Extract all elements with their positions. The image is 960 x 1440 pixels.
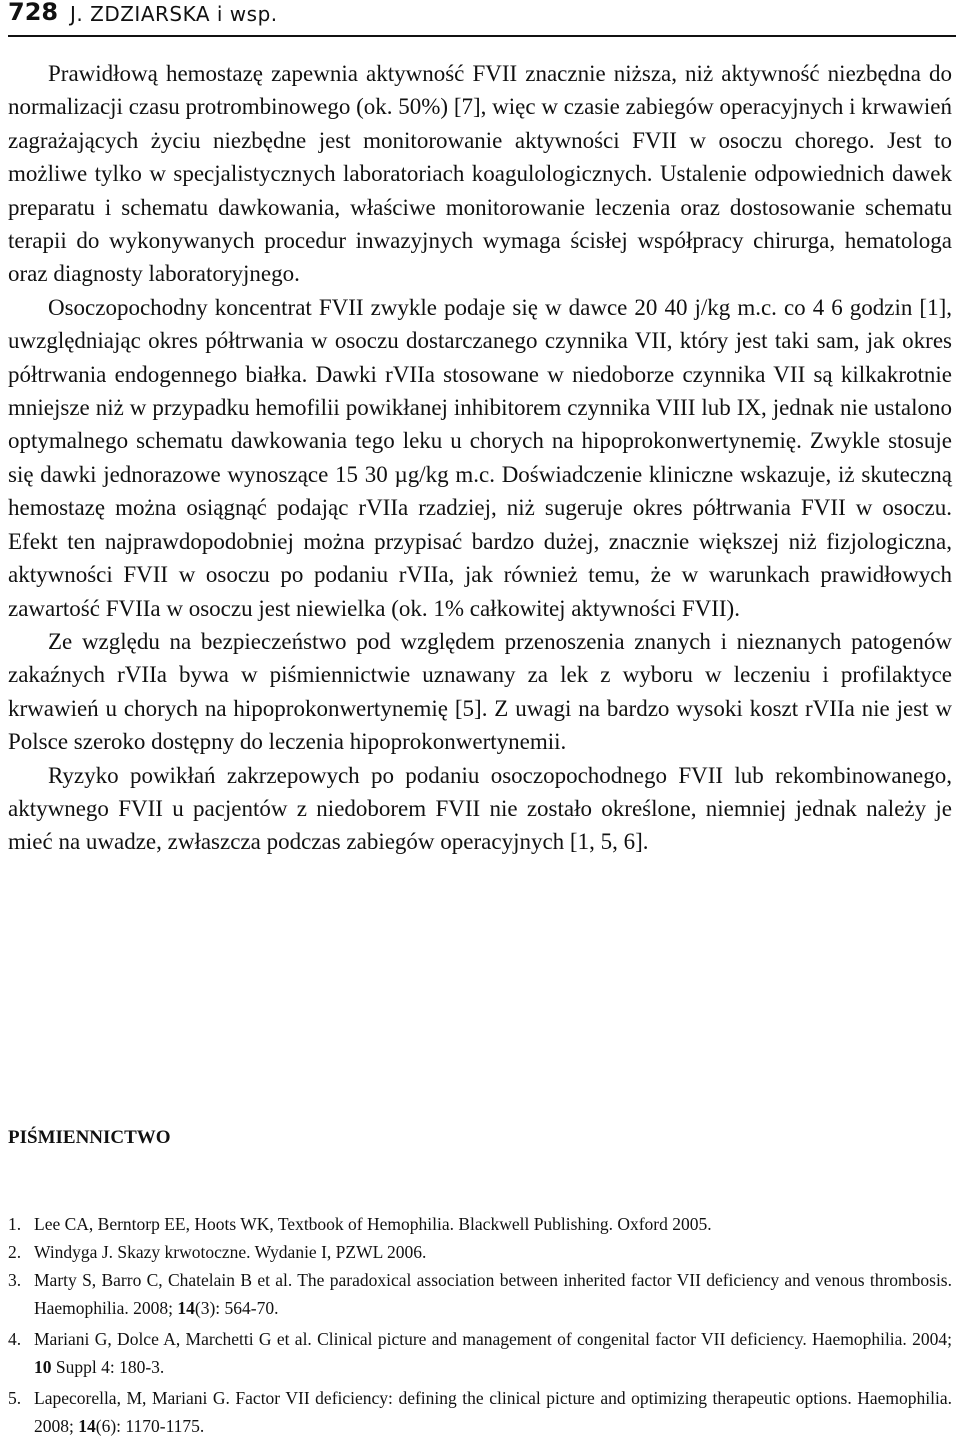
reference-volume: 10: [34, 1357, 52, 1377]
reference-item: [8, 1238, 952, 1266]
reference-list: [8, 1210, 952, 1440]
paragraph: Prawidłową hemostazę zapewnia aktywność FVII znacznie niższa, niż aktywność niezbędna do normalizacji czasu protrombinowego (ok. 50%) [7], więc w czasie zabiegów operacyjnych i krwawień zagrażających życiu niezbędne jest monitorowanie aktywności FVII w osoczu chorego. Jest to możliwe tylko w specjalistycznych laboratoriach koagulologicznych. Ustalenie odpowiednich dawek preparatu i schematu dawkowania, właściwe monitorowanie leczenia oraz dostosowanie schematu terapii do wykonywanych procedur inwazyjnych wymaga ścisłej współpracy chirurga, hematologa oraz diagnosty laboratoryjnego.: [8, 61, 952, 287]
running-head: J. ZDZIARSKA i wsp.: [70, 2, 278, 26]
reference-text: Mariani G, Dolce A, Marchetti G et al. Clinical picture and management of congenital factor VII deficiency. Haemophilia. 2004;: [34, 1329, 952, 1349]
paragraph: Ryzyko powikłań zakrzepowych po podaniu osoczopochodnego FVII lub rekombinowanego, aktywnego FVII u pacjentów z niedoborem FVII nie zostało określone, niemniej jednak należy je mieć na uwadze, zwłaszcza podczas zabiegów operacyjnych [1, 5, 6].: [8, 762, 952, 855]
page-header: [0, 0, 960, 40]
reference-text: Windyga J. Skazy krwotoczne. Wydanie I, PZWL 2006.: [34, 1242, 427, 1262]
reference-number: 3.: [8, 1270, 22, 1290]
references-heading: PIŚMIENNICTWO: [8, 1127, 171, 1148]
reference-text: Lee CA, Berntorp EE, Hoots WK, Textbook of Hemophilia. Blackwell Publishing. Oxford 2005.: [34, 1214, 712, 1234]
reference-item: [8, 1384, 952, 1440]
reference-number: 2.: [8, 1242, 22, 1262]
reference-text: Marty S, Barro C, Chatelain B et al. The paradoxical association between inherited factor VII deficiency and venous thrombosis. Haemophilia. 2008;: [34, 1270, 952, 1318]
reference-item: [8, 1210, 952, 1238]
header-rule: [8, 35, 956, 37]
reference-volume: 14: [177, 1298, 195, 1318]
reference-volume: 14: [78, 1416, 96, 1436]
paragraph: Osoczopochodny koncentrat FVII zwykle podaje się w dawce 20 40 j/kg m.c. co 4 6 godzin [1], uwzględniając okres półtrwania w osoczu dostarczanego czynnika VII, który jest taki sam, jak okres półtrwania endogennego białka. Dawki rVIIa stosowane w niedoborze czynnika VII są kilkakrotnie mniejsze niż w przypadku hemofilii powikłanej inhibitorem czynnika VIII lub IX, jednak nie ustalono optymalnego schematu dawkowania tego leku u chorych na hipoprokonwertynemię. Zwykle stosuje się dawki jednorazowe wynoszące 15 30 µg/kg m.c. Doświadczenie kliniczne wskazuje, iż skuteczną hemostazę można osiągnąć podając rVIIa rzadziej, niż sugeruje okres półtrwania FVII w osoczu. Efekt ten najprawdopodobniej można przypisać bardzo dużej, znacznie większej niż fizjologiczna, aktywności FVII w osoczu po podaniu rVIIa, jak również temu, że w warunkach prawidłowych zawartość FVIIa w osoczu jest niewielka (ok. 1% całkowitej aktywności FVII).: [8, 294, 952, 621]
reference-pages: (3): 564-70.: [194, 1298, 279, 1318]
reference-number: 5.: [8, 1388, 22, 1408]
reference-item: [8, 1266, 952, 1322]
reference-item: [8, 1325, 952, 1381]
reference-number: 4.: [8, 1329, 22, 1349]
reference-pages: (6): 1170-1175.: [95, 1416, 205, 1436]
reference-number: 1.: [8, 1214, 22, 1234]
article-body: [8, 57, 952, 859]
paragraph: Ze względu na bezpieczeństwo pod względem przenoszenia znanych i nieznanych patogenów zakaźnych rVIIa bywa w piśmiennictwie uznawany za lek z wyboru w leczeniu i profilaktyce krwawień u chorych na hipoprokonwertynemię [5]. Z uwagi na bardzo wysoki koszt rVIIa nie jest w Polsce szeroko dostępny do leczenia hipoprokonwertynemii.: [8, 628, 952, 755]
page-number: 728: [8, 0, 59, 26]
reference-pages: Suppl 4: 180-3.: [51, 1357, 165, 1377]
reference-text: Lapecorella, M, Mariani G. Factor VII deficiency: defining the clinical picture and optimizing therapeutic options. Haemophilia. 2008;: [34, 1388, 952, 1436]
